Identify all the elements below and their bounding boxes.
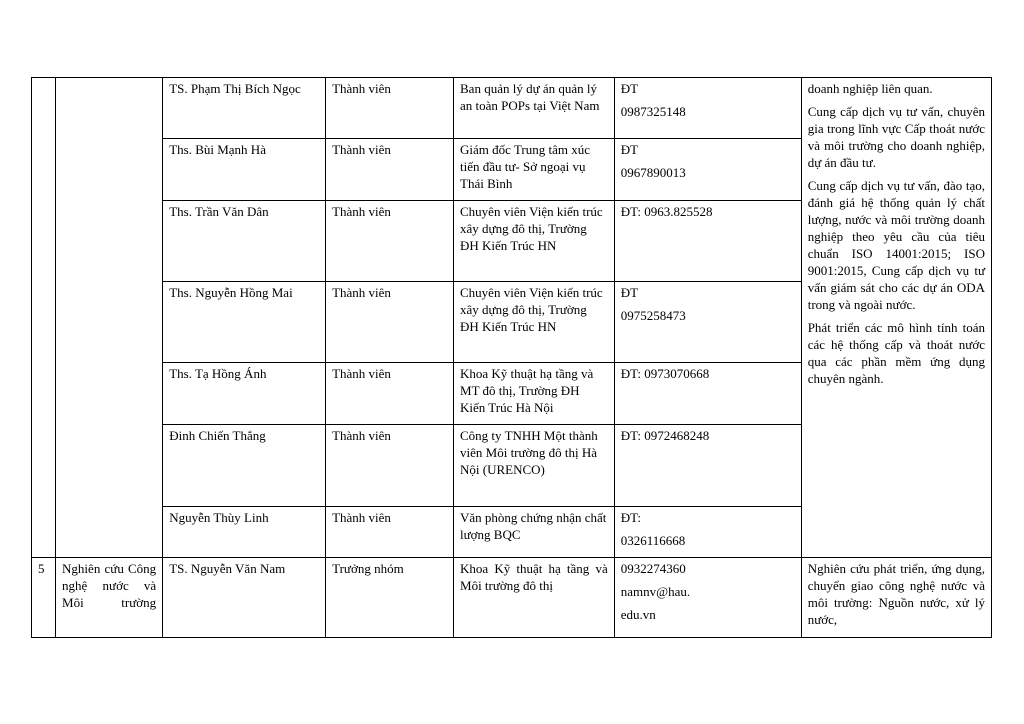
group-name-cell: [56, 78, 163, 558]
service-paragraph: Cung cấp dịch vụ tư vấn, chuyên gia trong lĩnh vực Cấp thoát nước và môi trường cho doanh nghiệp, dự án đầu tư.: [807, 104, 985, 170]
member-contact: ĐT: 0973070668: [614, 363, 801, 425]
member-name: TS. Phạm Thị Bích Ngọc: [163, 78, 326, 139]
stt-cell: [32, 78, 56, 558]
member-unit: Văn phòng chứng nhận chất lượng BQC: [454, 507, 615, 558]
member-unit: Ban quản lý dự án quản lý an toàn POPs tại Việt Nam: [454, 78, 615, 139]
contact-label: ĐT: [620, 285, 639, 300]
group-name-cell: Nghiên cứu Công nghệ nước và Môi trường: [56, 558, 163, 638]
contact-label: ĐT: [620, 142, 639, 157]
member-contact: ĐT: 0963.825528: [614, 201, 801, 282]
contact-value: 0326116668: [620, 533, 686, 548]
contact-email-cont: edu.vn: [620, 607, 656, 622]
member-contact: [614, 78, 801, 139]
contact-value: 0967890013: [620, 165, 686, 180]
member-name: Nguyễn Thùy Linh: [163, 507, 326, 558]
member-role: Thành viên: [326, 363, 454, 425]
member-role: Thành viên: [326, 425, 454, 507]
member-contact: [614, 558, 801, 638]
member-role: Thành viên: [326, 139, 454, 201]
member-role: Thành viên: [326, 507, 454, 558]
table-row: [32, 78, 992, 139]
member-role: Thành viên: [326, 282, 454, 363]
stt-cell: 5: [32, 558, 56, 638]
member-unit: Chuyên viên Viện kiến trúc xây dựng đô thị, Trường ĐH Kiến Trúc HN: [454, 201, 615, 282]
member-role: Thành viên: [326, 78, 454, 139]
member-role: Thành viên: [326, 201, 454, 282]
member-unit: Khoa Kỹ thuật hạ tầng và Môi trường đô thị: [454, 558, 615, 638]
contact-value: 0987325148: [620, 104, 686, 119]
services-cell: [801, 78, 991, 558]
service-paragraph: Cung cấp dịch vụ tư vấn, đào tạo, đánh giá hệ thống quản lý chất lượng, nước và môi trường doanh nghiệp theo yêu cầu của tiêu chuẩn ISO 14001:2015; ISO 9001:2015, Cung cấp dịch vụ tư vấn giám sát cho các dự án ODA trong và ngoài nước.: [807, 178, 985, 312]
member-unit: Khoa Kỹ thuật hạ tầng và MT đô thị, Trường ĐH Kiến Trúc Hà Nội: [454, 363, 615, 425]
member-name: Ths. Tạ Hồng Ánh: [163, 363, 326, 425]
contact-label: ĐT:: [620, 510, 642, 525]
member-unit: Giám đốc Trung tâm xúc tiến đầu tư- Sở ngoại vụ Thái Bình: [454, 139, 615, 201]
member-name: Ths. Trần Văn Dân: [163, 201, 326, 282]
contact-phone: 0932274360: [620, 561, 686, 576]
contact-email: namnv@hau.: [620, 584, 691, 599]
member-name: Đinh Chiến Thắng: [163, 425, 326, 507]
member-contact: [614, 282, 801, 363]
member-role: Trưởng nhóm: [326, 558, 454, 638]
members-table: [31, 77, 992, 638]
service-paragraph: doanh nghiệp liên quan.: [807, 81, 933, 96]
group-description: Nghiên cứu phát triển, ứng dụng, chuyển giao công nghệ nước và môi trường: Nguồn nước, xử lý nước,: [801, 558, 991, 638]
member-name: TS. Nguyễn Văn Nam: [163, 558, 326, 638]
service-paragraph: Phát triển các mô hình tính toán các hệ thống cấp và thoát nước qua các phần mềm ứng dụng chuyên ngành.: [807, 320, 985, 386]
member-name: Ths. Nguyễn Hồng Mai: [163, 282, 326, 363]
member-contact: ĐT: 0972468248: [614, 425, 801, 507]
member-name: Ths. Bùi Mạnh Hà: [163, 139, 326, 201]
contact-value: 0975258473: [620, 308, 686, 323]
member-unit: Công ty TNHH Một thành viên Môi trường đô thị Hà Nội (URENCO): [454, 425, 615, 507]
contact-label: ĐT: [620, 81, 639, 96]
member-contact: [614, 507, 801, 558]
table-row: [32, 558, 992, 638]
member-unit: Chuyên viên Viện kiến trúc xây dựng đô thị, Trường ĐH Kiến Trúc HN: [454, 282, 615, 363]
member-contact: [614, 139, 801, 201]
